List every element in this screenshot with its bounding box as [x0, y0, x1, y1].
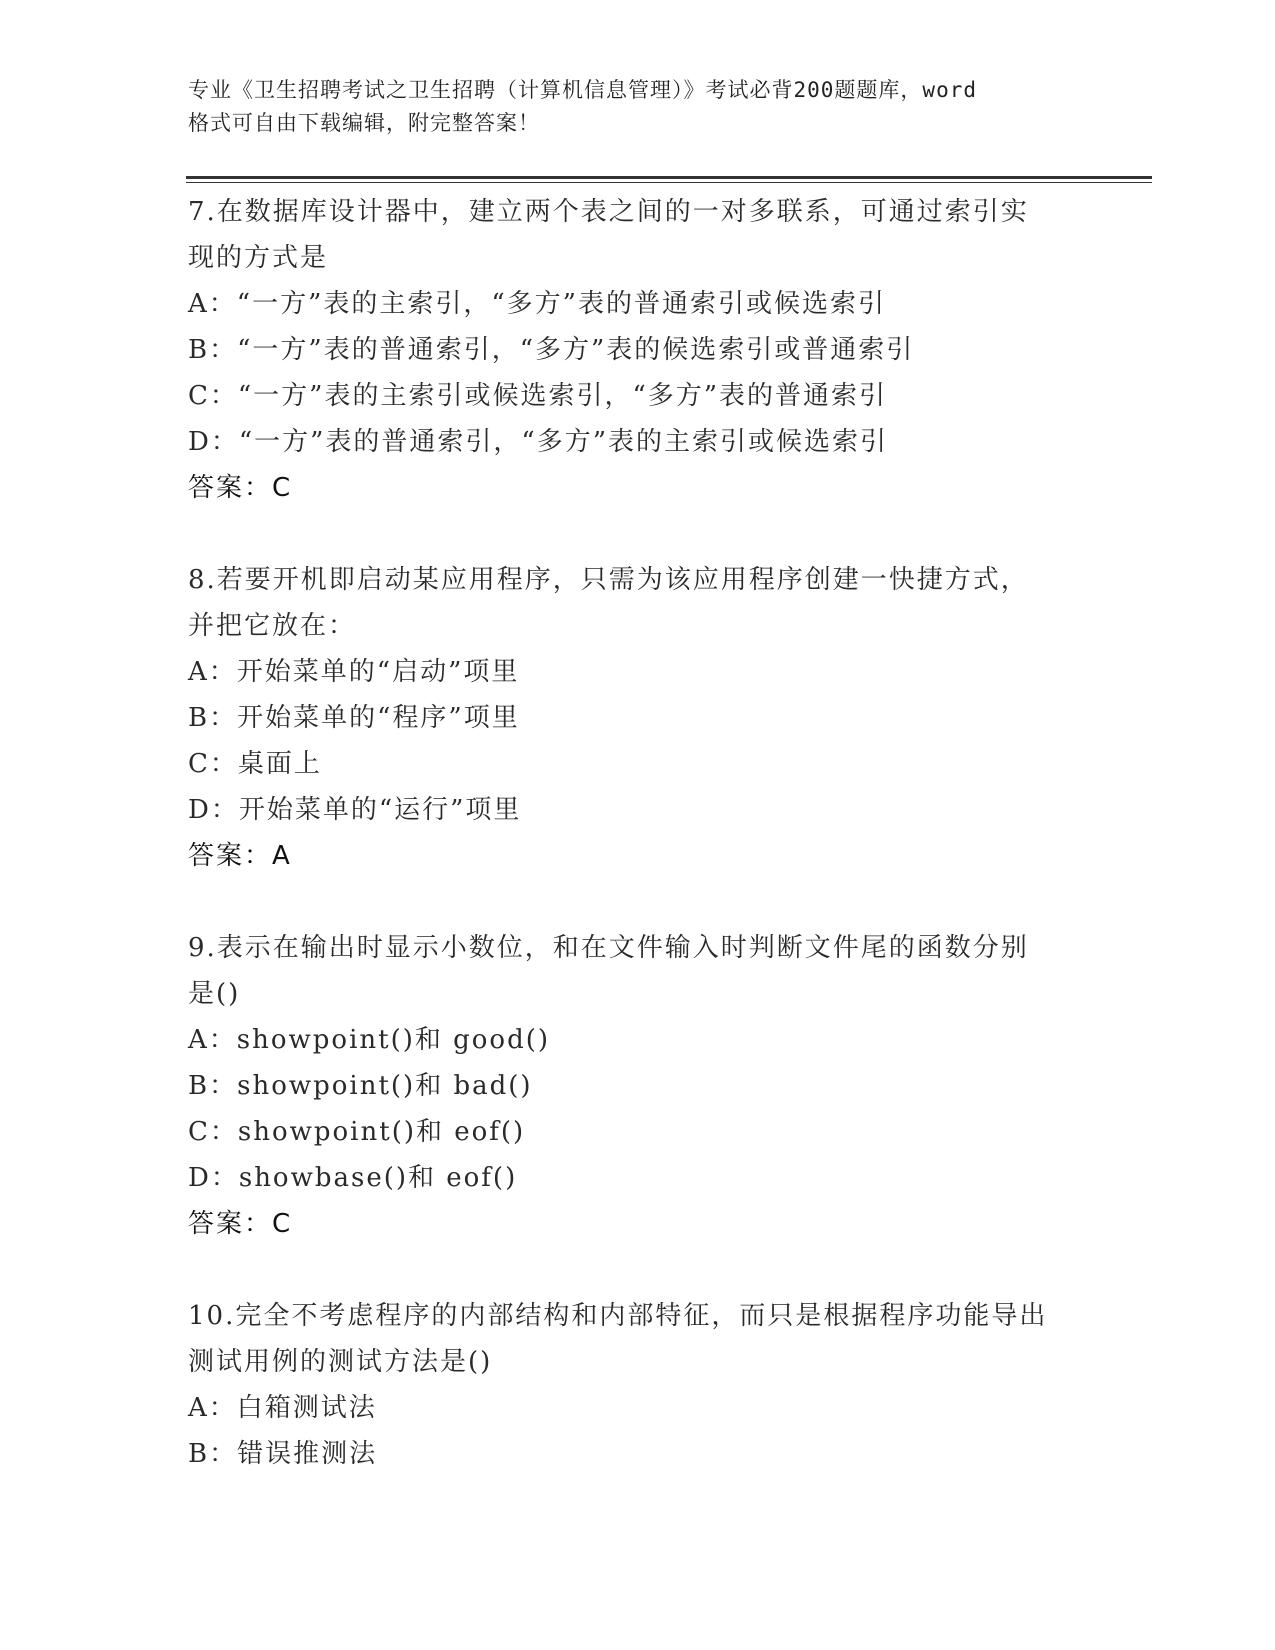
- header-divider-thin: [186, 182, 1152, 183]
- option-c: C：桌面上: [188, 749, 322, 779]
- option-b: B：showpoint()和 bad(): [188, 1071, 533, 1101]
- option-a: A：白箱测试法: [188, 1393, 377, 1423]
- option-b: B：开始菜单的“程序”项里: [188, 703, 520, 733]
- question-stem: [188, 925, 1108, 1017]
- stem-line: 并把它放在：: [188, 611, 357, 641]
- stem-line: 是(): [188, 979, 241, 1009]
- stem-line: 9.表示在输出时显示小数位，和在文件输入时判断文件尾的函数分别: [188, 933, 1029, 963]
- question-10: [188, 1293, 1108, 1477]
- stem-line: 7.在数据库设计器中，建立两个表之间的一对多联系，可通过索引实: [188, 197, 1029, 227]
- question-stem: [188, 1293, 1108, 1385]
- document-header: [188, 74, 1088, 140]
- option-b: B：错误推测法: [188, 1439, 378, 1469]
- option-c: C：showpoint()和 eof(): [188, 1117, 526, 1147]
- option-d: D：开始菜单的“运行”项里: [188, 795, 522, 825]
- header-divider-thick: [186, 176, 1152, 179]
- stem-line: 8.若要开机即启动某应用程序，只需为该应用程序创建一快捷方式，: [188, 565, 1029, 595]
- header-line-2: 格式可自由下载编辑，附完整答案！: [188, 111, 540, 135]
- option-b: B：“一方”表的普通索引，“多方”表的候选索引或普通索引: [188, 335, 915, 365]
- option-a: A：开始菜单的“启动”项里: [188, 657, 520, 687]
- option-a: A：showpoint()和 good(): [188, 1025, 551, 1055]
- option-d: D：“一方”表的普通索引，“多方”表的主索引或候选索引: [188, 427, 889, 457]
- stem-line: 10.完全不考虑程序的内部结构和内部特征，而只是根据程序功能导出: [188, 1301, 1048, 1331]
- option-c: C：“一方”表的主索引或候选索引，“多方”表的普通索引: [188, 381, 888, 411]
- question-stem: [188, 557, 1108, 649]
- answer-label: 答案：A: [188, 841, 292, 871]
- answer-label: 答案：C: [188, 473, 293, 503]
- answer-label: 答案：C: [188, 1209, 293, 1239]
- question-9: [188, 925, 1108, 1247]
- option-a: A：“一方”表的主索引，“多方”表的普通索引或候选索引: [188, 289, 886, 319]
- question-7: [188, 189, 1108, 511]
- option-d: D：showbase()和 eof(): [188, 1163, 518, 1193]
- stem-line: 现的方式是: [188, 243, 329, 273]
- question-list: [188, 189, 1108, 1523]
- stem-line: 测试用例的测试方法是(): [188, 1347, 493, 1377]
- question-stem: [188, 189, 1108, 281]
- question-8: [188, 557, 1108, 879]
- header-line-1: 专业《卫生招聘考试之卫生招聘（计算机信息管理）》考试必背200题题库，word: [188, 78, 977, 102]
